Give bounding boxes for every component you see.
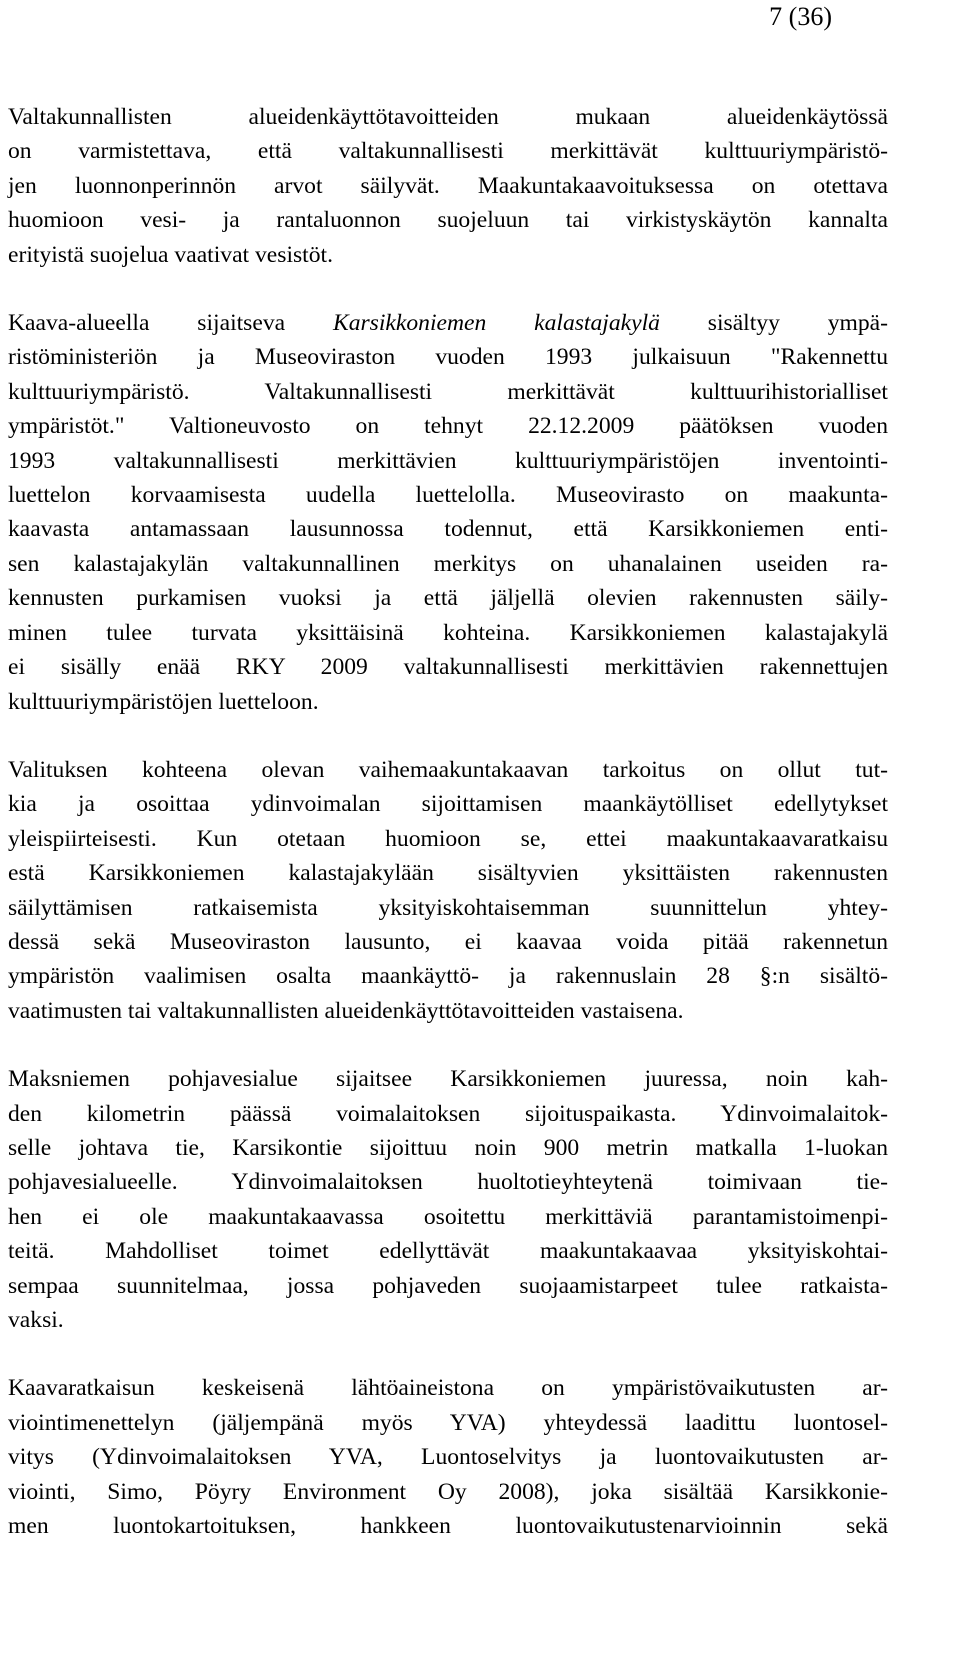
text-line: selle johtava tie, Karsikontie sijoittuu noin 900 metrin matkalla 1-luokan [8, 1134, 888, 1161]
text-line: Maksniemen pohjavesialue sijaitsee Karsikkoniemen juuressa, noin kah- [8, 1066, 888, 1093]
paragraph-land-use-goals [8, 100, 888, 272]
text-line: pohjavesialueelle. Ydinvoimalaitoksen huoltotieyhteytenä toimivaan tie- [8, 1169, 888, 1196]
paragraph-groundwater-area [8, 1062, 888, 1337]
text-line: on varmistettava, että valtakunnallisesti merkittävät kulttuuriympäristö- [8, 138, 888, 165]
text-line: hen ei ole maakuntakaavassa osoitettu merkittäviä parantamistoimenpi- [8, 1203, 888, 1230]
text-line: estä Karsikkoniemen kalastajakylään sisältyvien yksittäisten rakennusten [8, 860, 888, 887]
page-number: 7 (36) [769, 2, 832, 31]
text-line: jen luonnonperinnön arvot säilyvät. Maakuntakaavoituksessa on otettava [8, 172, 888, 199]
text-line: huomioon vesi- ja rantaluonnon suojeluun tai virkistyskäytön kannalta [8, 207, 888, 234]
text-line: 1993 valtakunnallisesti merkittävien kulttuuriympäristöjen inventointi- [8, 447, 888, 474]
text-line: dessä sekä Museoviraston lausunto, ei kaavaa voida pitää rakennetun [8, 928, 888, 955]
text-line: säilyttämisen ratkaisemista yksityiskohtaisemman suunnittelun yhtey- [8, 894, 888, 921]
place-name-emphasis: Karsikkoniemen kalastajakylä [332, 310, 660, 337]
text-line: Valituksen kohteena olevan vaihemaakuntakaavan tarkoitus on ollut tut- [8, 756, 888, 783]
text-line: men luontokartoituksen, hankkeen luontovaikutustenarvioinnin sekä [8, 1513, 888, 1540]
text-line: yleispiirteisesti. Kun otetaan huomioon se, ettei maakuntakaavaratkaisu [8, 825, 888, 852]
text-line: kulttuuriympäristö. Valtakunnallisesti merkittävät kulttuurihistorialliset [8, 378, 888, 405]
text-line: vaatimusten tai valtakunnallisten alueidenkäyttötavoitteiden vastaisena. [8, 997, 684, 1024]
text-line: Valtakunnallisten alueidenkäyttötavoitteiden mukaan alueidenkäytössä [8, 104, 888, 130]
text-line: sempaa suunnitelmaa, jossa pohjaveden suojaamistarpeet tulee ratkaista- [8, 1272, 888, 1299]
text-line: ympäristön vaalimisen osalta maankäyttö- ja rakennuslain 28 §:n sisältö- [8, 963, 888, 990]
text-line: kaavasta antamassaan lausunnossa todennut, että Karsikkoniemen enti- [8, 516, 888, 543]
paragraph-fishing-village [8, 306, 888, 719]
text-line: kia ja osoittaa ydinvoimalan sijoittamisen maankäytölliset edellytykset [8, 791, 888, 818]
text-line: ei sisälly enää RKY 2009 valtakunnallisesti merkittävien rakennettujen [8, 654, 888, 681]
text-line: ympäristöt." Valtioneuvosto on tehnyt 22.12.2009 päätöksen vuoden [8, 413, 888, 440]
text-run: Kaava-alueella sijaitseva [8, 310, 333, 337]
text-line: kulttuuriympäristöjen luetteloon. [8, 688, 319, 715]
text-line [8, 306, 888, 340]
text-run: sisältyy ympä- [659, 310, 888, 337]
text-line: minen tulee turvata yksittäisinä kohteina. Karsikkoniemen kalastajakylä [8, 619, 888, 646]
text-line: kennusten purkamisen vuoksi ja että jäljellä olevien rakennusten säily- [8, 585, 888, 612]
document-body [8, 100, 888, 1577]
paragraph-appeal-assessment [8, 753, 888, 1028]
text-line: Kaavaratkaisun keskeisenä lähtöaineistona on ympäristövaikutusten ar- [8, 1375, 888, 1402]
text-line: viointimenettelyn (jäljempänä myös YVA) yhteydessä laadittu luontosel- [8, 1409, 888, 1436]
text-line: sen kalastajakylän valtakunnallinen merkitys on uhanalainen useiden ra- [8, 550, 888, 577]
text-line: luettelon korvaamisesta uudella luettelolla. Museovirasto on maakunta- [8, 482, 888, 509]
text-line: viointi, Simo, Pöyry Environment Oy 2008), joka sisältää Karsikkonie- [8, 1478, 888, 1505]
text-line: teitä. Mahdolliset toimet edellyttävät maakuntakaavaa yksityiskohtai- [8, 1238, 888, 1265]
text-line: vitys (Ydinvoimalaitoksen YVA, Luontoselvitys ja luontovaikutusten ar- [8, 1444, 888, 1471]
text-line: vaksi. [8, 1307, 64, 1333]
text-line: ristöministeriön ja Museoviraston vuoden 1993 julkaisuun "Rakennettu [8, 344, 888, 371]
text-line: den kilometrin päässä voimalaitoksen sijoituspaikasta. Ydinvoimalaitok- [8, 1100, 888, 1127]
text-line: erityistä suojelua vaativat vesistöt. [8, 241, 333, 268]
paragraph-source-material [8, 1371, 888, 1543]
